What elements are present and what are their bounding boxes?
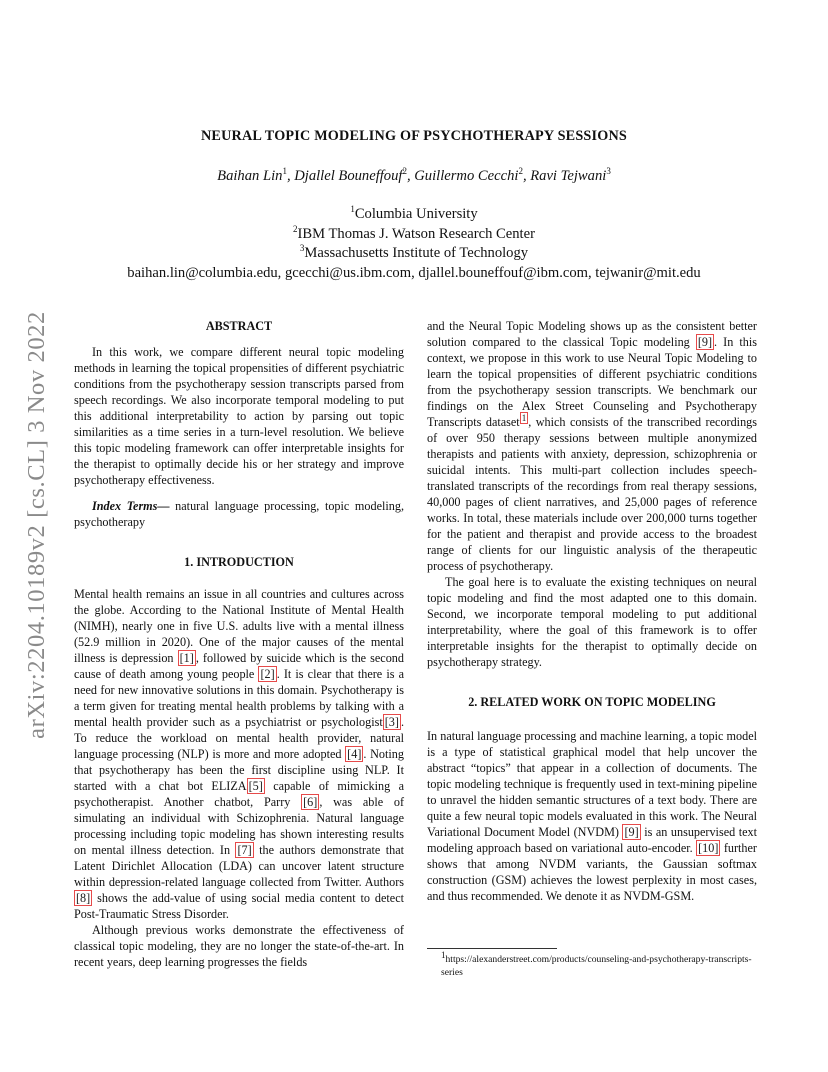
- text-run: , followed by suicide which is the second cause of death among young people: [74, 651, 404, 681]
- citation-link[interactable]: [10]: [698, 841, 719, 855]
- footnote: [427, 949, 757, 979]
- author-name: Djallel Bouneffouf: [294, 168, 403, 184]
- text-run: . Noting that psychotherapy has been the first discipline using NLP. It started with a chat bot ELIZA: [74, 747, 404, 793]
- footnote-divider: [427, 948, 557, 949]
- affiliation-name: Massachusetts Institute of Technology: [304, 245, 529, 262]
- arxiv-identifier-stamp: [22, 290, 52, 760]
- citation-link[interactable]: [4]: [347, 747, 362, 761]
- author-emails: baihan.lin@columbia.edu, gcecchi@us.ibm.com, djallel.bouneffouf@ibm.com, tejwanir@mit.edu: [127, 264, 701, 281]
- citation-link[interactable]: [8]: [76, 891, 91, 905]
- text-run: , was able of simulating an individual with Schizophrenia. Natural language processing including topic modeling has shown interesting results on mental illness detection. In: [74, 795, 405, 857]
- affiliation-name: IBM Thomas J. Watson Research Center: [297, 225, 535, 242]
- citation-link[interactable]: [9]: [697, 335, 713, 349]
- author-name: Guillermo Cecchi: [414, 168, 519, 184]
- left-column: [74, 318, 404, 970]
- affiliation-block: [0, 205, 828, 283]
- index-terms: [74, 498, 404, 530]
- affiliation-line: [0, 225, 828, 245]
- citation-link[interactable]: [6]: [303, 795, 318, 809]
- citation-link[interactable]: [2]: [260, 667, 275, 681]
- introduction-heading: 1. INTRODUCTION: [184, 555, 294, 569]
- text-run: further shows that among NVDM variants, the Gaussian softmax construction (GSM) achieves the lowest perplexity in most cases, and thus recommended. We denote it as NVDM-GSM.: [427, 841, 757, 903]
- author-affiliation-mark: 2: [518, 166, 523, 177]
- author-affiliation-mark: 2: [402, 166, 407, 177]
- text-run: . To reduce the workload on mental health provider, natural language processing (NLP) is more and more adopted: [74, 715, 404, 761]
- affiliation-mark: 2: [293, 223, 298, 234]
- arxiv-id-text: arXiv:2204.10189v2 [cs.CL] 3 Nov 2022: [23, 311, 51, 739]
- author-affiliation-mark: 3: [606, 166, 611, 177]
- citation-link[interactable]: [9]: [624, 825, 639, 839]
- author-affiliation-mark: 1: [282, 166, 287, 177]
- introduction-paragraph: The goal here is to evaluate the existing techniques on neural topic modeling and find the most adapted one to this domain. Second, we incorporate temporal modeling to put additional interpretability, where the goal of this framework is to offer interpretable insights for the therapist to optimally decide on psychotherapy strategy.: [427, 575, 757, 669]
- footnote-url[interactable]: https://alexanderstreet.com/products/counseling-and-psychotherapy-transcripts-series: [441, 954, 752, 978]
- abstract-text: In this work, we compare different neural topic modeling methods in learning the topical propensities of different psychiatric conditions from the psychotherapy session transcripts parsed from speech recordings. We also incorporate temporal modeling to put this additional interpretability to action by parsing out topic similarities as a time series in a turn-level resolution. We believe this topic modeling framework can offer interpretable insights for the therapist to optimally decide his or her strategy and improve psychotherapy effectiveness.: [74, 345, 404, 487]
- citation-link[interactable]: [1]: [179, 651, 194, 665]
- affiliation-mark: 1: [350, 204, 355, 215]
- index-terms-text: natural language processing, topic modeling, psychotherapy: [74, 499, 404, 529]
- text-run: In natural language processing and machine learning, a topic model is a type of statistical graphical model that help uncover the abstract “topics” that appear in a collection of documents. The topic modeling technique is frequently used in text-mining pipeline to unravel the hidden semantic structures of a text body. There are quite a few neural topic models evaluated in this work. The Neural Variational Document Model (NVDM): [427, 729, 757, 839]
- text-run: . In this context, we propose in this work to use Neural Topic Modeling to learn the topical propensities of different psychiatric conditions from the psychotherapy session transcripts. We benchmark our findings on the Alex Street Counseling and Psychotherapy Transcripts dataset: [427, 335, 757, 429]
- text-run: shows the add-value of using social media content to detect Post-Traumatic Stress Disorder.: [74, 891, 404, 921]
- citation-link[interactable]: [5]: [248, 779, 263, 793]
- right-column: [427, 318, 757, 904]
- affiliation-mark: 3: [299, 243, 305, 254]
- text-run: and the Neural Topic Modeling shows up as the consistent better solution compared to the classical Topic modeling: [427, 319, 757, 349]
- author-list: Baihan Lin$^1$, Djallel Bouneffouf$^2$, Guillermo Cecchi$^2$, Ravi Tejwani$^3$: [217, 166, 611, 184]
- introduction-paragraph: Although previous works demonstrate the effectiveness of classical topic modeling, they are no longer the state-of-the-art. In recent years, deep learning progresses the fields: [74, 923, 404, 969]
- introduction-paragraph: [74, 586, 404, 922]
- text-run: is an unsupervised text modeling approach based on variational auto-encoder.: [427, 825, 757, 855]
- footnote-mark: 1: [441, 949, 446, 960]
- affiliation-line: [0, 244, 828, 264]
- index-terms-label: Index Terms—: [92, 499, 170, 513]
- text-run: the authors demonstrate that Latent Dirichlet Allocation (LDA) can uncover latent structure within depression-related language collected from Twitter. Authors: [74, 843, 404, 889]
- paper-title: NEURAL TOPIC MODELING OF PSYCHOTHERAPY SESSIONS: [200, 128, 628, 144]
- text-run: capable of mimicking a psychotherapist. Another chatbot, Parry: [74, 779, 404, 809]
- citation-link[interactable]: [3]: [384, 715, 399, 729]
- introduction-paragraph-continued: [427, 318, 757, 574]
- related-work-paragraph: [427, 728, 757, 904]
- affiliation-name: Columbia University: [354, 206, 478, 222]
- text-run: , which consists of the transcribed recordings of over 950 therapy sessions between multiple anonymized therapists and patients with anxiety, depression, schizophrenia or suicidal intents. This multi-part collection includes speech-translated transcripts of the recordings from real therapy sessions, 40,000 pages of client narratives, and 25,000 pages of reference works. In total, these materials include over 200,000 turns together for the patient and therapist and provide access to the broadest range of clients for our linguistic analysis of the therapeutic process of psychotherapy.: [427, 415, 758, 573]
- footnote-link[interactable]: 1: [521, 412, 527, 423]
- abstract-heading: ABSTRACT: [205, 319, 273, 333]
- affiliation-line: [0, 205, 828, 225]
- related-work-heading: 2. RELATED WORK ON TOPIC MODELING: [468, 695, 716, 709]
- citation-link[interactable]: [7]: [237, 843, 252, 857]
- text-run: . It is clear that there is a need for new innovative solutions in this domain. Psychotherapy is a term given for treating mental health problems by talking with a mental health provider such as a psychiatrist or psychologist: [74, 667, 404, 729]
- author-name: Ravi Tejwani: [530, 168, 607, 184]
- text-run: Mental health remains an issue in all countries and cultures across the globe. According to the National Institute of Mental Health (NIMH), nearly one in five U.S. adults live with a mental illness (52.9 million in 2020). One of the major causes of the mental illness is depression: [74, 587, 404, 665]
- author-name: Baihan Lin: [217, 168, 283, 184]
